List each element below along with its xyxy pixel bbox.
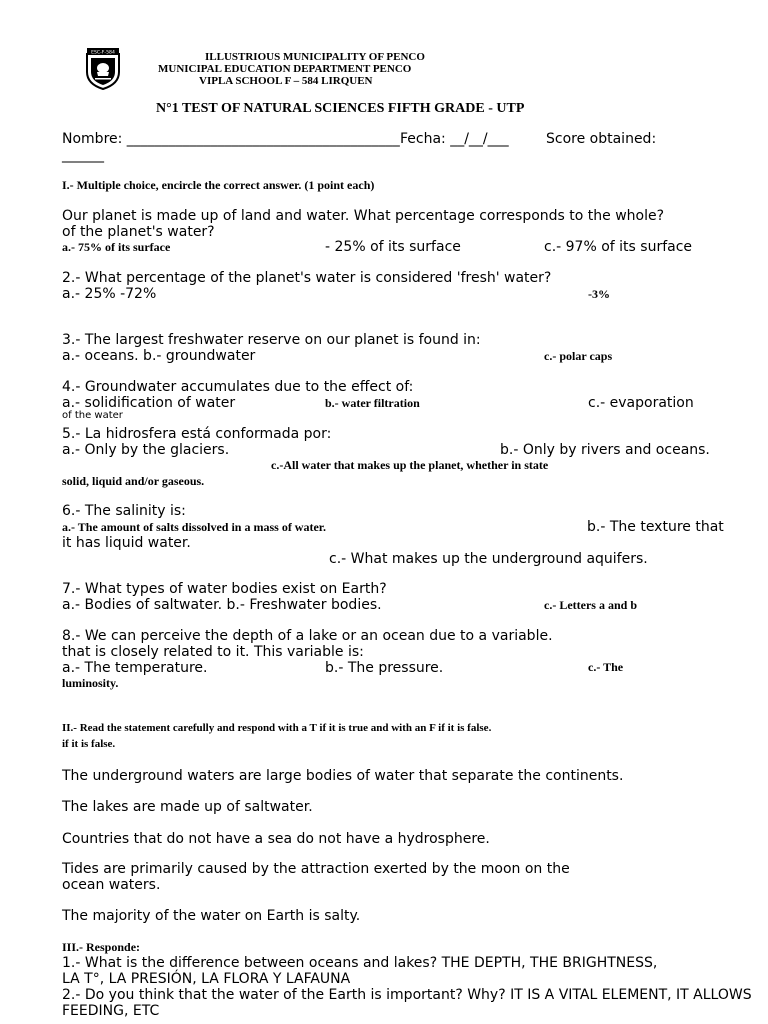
q8-line-2: that is closely related to it. This variable is: xyxy=(62,644,364,660)
score-label: Score obtained: xyxy=(546,131,657,147)
q6-line-1: 6.- The salinity is: xyxy=(62,503,186,519)
q2-line-1: 2.- What percentage of the planet's water is considered 'fresh' water? xyxy=(62,270,552,286)
q8-option-a: a.- The temperature. xyxy=(62,660,208,676)
q8-option-c-line-1: c.- The xyxy=(588,660,624,674)
section-1-heading: I.- Multiple choice, encircle the correct answer. (1 point each) xyxy=(62,178,375,192)
statement-4-line-1: Tides are primarily caused by the attraction exerted by the moon on the xyxy=(62,861,570,877)
section-3-q1-line-2: LA T°, LA PRESIÓN, LA FLORA Y LAFAUNA xyxy=(62,971,351,987)
page-title: N°1 TEST OF NATURAL SCIENCES FIFTH GRADE - UTP xyxy=(156,101,525,116)
statement-4-line-2: ocean waters. xyxy=(62,877,161,893)
section-3-heading: III.- Responde: xyxy=(62,940,141,954)
q4-note: of the water xyxy=(62,410,123,421)
q4-line-1: 4.- Groundwater accumulates due to the effect of: xyxy=(62,379,414,395)
q5-option-b: b.- Only by rivers and oceans. xyxy=(500,442,710,458)
statement-1: The underground waters are large bodies of water that separate the continents. xyxy=(62,768,624,784)
q2-option-c: -3% xyxy=(588,287,610,301)
q6-option-b-line-2: it has liquid water. xyxy=(62,535,191,551)
q4-option-c: c.- evaporation xyxy=(588,395,694,411)
date-field-label: Fecha: __/__/___ xyxy=(400,131,509,147)
section-2-heading: II.- Read the statement carefully and respond with a T if it is true and with an F if it is false. xyxy=(62,722,492,734)
q7-option-c: c.- Letters a and b xyxy=(544,598,637,612)
q3-option-c: c.- polar caps xyxy=(544,349,613,363)
q8-option-b: b.- The pressure. xyxy=(325,660,444,676)
q8-option-c-line-2: luminosity. xyxy=(62,676,119,690)
header-line-2: MUNICIPAL EDUCATION DEPARTMENT PENCO xyxy=(158,63,412,75)
section-2-heading-line-2: if it is false. xyxy=(62,738,116,750)
q1-option-a: a.- 75% of its surface xyxy=(62,240,171,254)
section-3-q1-line-1: 1.- What is the difference between oceans and lakes? THE DEPTH, THE BRIGHTNESS, xyxy=(62,955,658,971)
school-seal-logo xyxy=(86,48,120,90)
q1-line-1: Our planet is made up of land and water. What percentage corresponds to the whole? xyxy=(62,208,665,224)
statement-3: Countries that do not have a sea do not have a hydrosphere. xyxy=(62,831,490,847)
score-blank: ______ xyxy=(62,147,104,163)
seal-text: ESC-F-584 xyxy=(91,50,115,56)
q5-option-c-line-1: c.-All water that makes up the planet, whether in state xyxy=(271,458,549,472)
section-3-q2-line-1: 2.- Do you think that the water of the Earth is important? Why? IT IS A VITAL ELEMENT, IT ALLOWS xyxy=(62,987,752,1003)
q6-option-b-line-1: b.- The texture that xyxy=(587,519,724,535)
q7-line-1: 7.- What types of water bodies exist on Earth? xyxy=(62,581,387,597)
q8-line-1: 8.- We can perceive the depth of a lake or an ocean due to a variable. xyxy=(62,628,553,644)
q5-line-1: 5.- La hidrosfera está conformada por: xyxy=(62,426,332,442)
name-field-label: Nombre: _______________________________________ xyxy=(62,131,400,147)
q5-option-a: a.- Only by the glaciers. xyxy=(62,442,230,458)
header-line-1: ILLUSTRIOUS MUNICIPALITY OF PENCO xyxy=(205,51,425,63)
q4-option-b: b.- water filtration xyxy=(325,396,420,410)
q6-option-c: c.- What makes up the underground aquifers. xyxy=(329,551,648,567)
q1-line-2: of the planet's water? xyxy=(62,224,215,240)
q7-options-ab: a.- Bodies of saltwater. b.- Freshwater bodies. xyxy=(62,597,382,613)
q3-options-ab: a.- oceans. b.- groundwater xyxy=(62,348,256,364)
statement-5: The majority of the water on Earth is salty. xyxy=(62,908,361,924)
q3-line-1: 3.- The largest freshwater reserve on our planet is found in: xyxy=(62,332,481,348)
q1-option-b: - 25% of its surface xyxy=(325,239,461,255)
header-line-3: VIPLA SCHOOL F – 584 LIRQUEN xyxy=(199,75,373,87)
q6-option-a: a.- The amount of salts dissolved in a mass of water. xyxy=(62,520,327,534)
q4-option-a: a.- solidification of water xyxy=(62,395,236,411)
q2-option-a: a.- 25% -72% xyxy=(62,286,157,302)
q5-option-c-line-2: solid, liquid and/or gaseous. xyxy=(62,474,205,488)
statement-2: The lakes are made up of saltwater. xyxy=(62,799,313,815)
q1-option-c: c.- 97% of its surface xyxy=(544,239,693,255)
section-3-q2-line-2: FEEDING, ETC xyxy=(62,1003,160,1019)
